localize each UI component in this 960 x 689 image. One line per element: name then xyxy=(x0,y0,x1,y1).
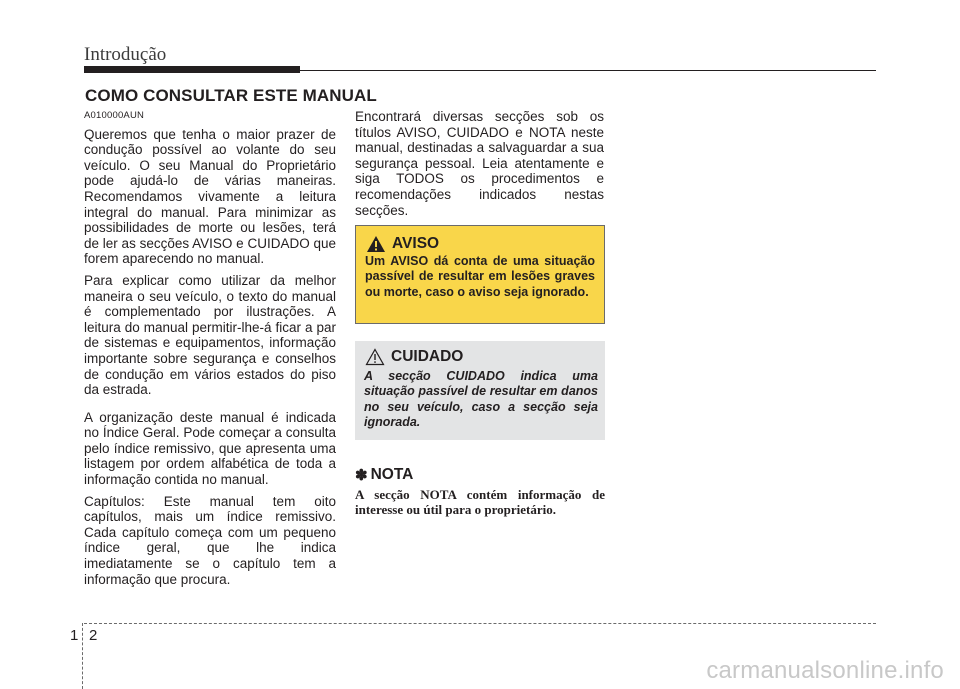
warning-text: Um AVISO dá conta de uma situação passível de resultar em lesões graves ou morte, caso o aviso seja ignorado. xyxy=(365,254,595,299)
paragraph: Para explicar como utilizar da melhor maneira o seu veículo, o texto do manual é complementado por ilustrações. A leitura do manual permitir-lhe-á ficar a par de sistemas e equipamentos, informação importante sobre segurança e conselhos de condução em vários estados do piso da estrada. xyxy=(84,272,336,398)
warning-header xyxy=(366,235,439,253)
caution-label: CUIDADO xyxy=(391,348,464,365)
caution-box xyxy=(355,341,605,440)
warning-box xyxy=(355,225,605,324)
right-column xyxy=(355,109,604,224)
paragraph: Encontrará diversas secções sob os títulos AVISO, CUIDADO e NOTA neste manual, destinadas a salvaguardar a sua segurança pessoal. Leia atentamente e siga TODOS os procedimentos e recomendações indicados nestas secções. xyxy=(355,109,604,218)
footer-divider xyxy=(82,623,83,689)
note-text: A secção NOTA contém informação de interesse ou útil para o proprietário. xyxy=(355,487,605,517)
footer-rule xyxy=(84,623,876,624)
paragraph: Capítulos: Este manual tem oito capítulos, mais um índice remissivo. Cada capítulo começa com um pequeno índice geral, que lhe indica imediatamente se o capítulo tem a informação que procura. xyxy=(84,493,336,587)
paragraph: A organização deste manual é indicada no Índice Geral. Pode começar a consulta pelo índice remissivo, que apresenta uma listagem por ordem alfabética de toda a informação contida no manual. xyxy=(84,409,336,488)
header-title: Introdução xyxy=(84,44,167,65)
section-title: COMO CONSULTAR ESTE MANUAL xyxy=(85,86,377,105)
caution-text: A secção CUIDADO indica uma situação passível de resultar em danos no seu veículo, caso a secção seja ignorada. xyxy=(364,369,598,430)
paragraph: Queremos que tenha o maior prazer de condução possível ao volante do seu veículo. O seu Manual do Proprietário pode ajudá-lo de várias maneiras. Recomendamos vivamente a leitura integral do manual. Para minimizar as possibilidades de morte ou lesões, terá de ler as secções AVISO e CUIDADO que forem aparecendo no manual. xyxy=(84,126,336,267)
header-bar xyxy=(84,66,300,73)
note-star-icon: ✽ xyxy=(355,467,368,484)
warning-label: AVISO xyxy=(392,235,440,252)
page-number: 2 xyxy=(89,627,98,644)
note-label: NOTA xyxy=(370,466,414,483)
caution-icon xyxy=(365,348,385,366)
note-header xyxy=(355,466,413,484)
header-rule xyxy=(300,70,876,71)
warning-icon xyxy=(366,235,386,253)
left-column xyxy=(84,108,336,593)
chapter-number: 1 xyxy=(70,627,79,644)
reference-code: A010000AUN xyxy=(84,110,145,121)
caution-header xyxy=(365,348,463,366)
watermark: carmanualsonline.info xyxy=(706,657,944,684)
